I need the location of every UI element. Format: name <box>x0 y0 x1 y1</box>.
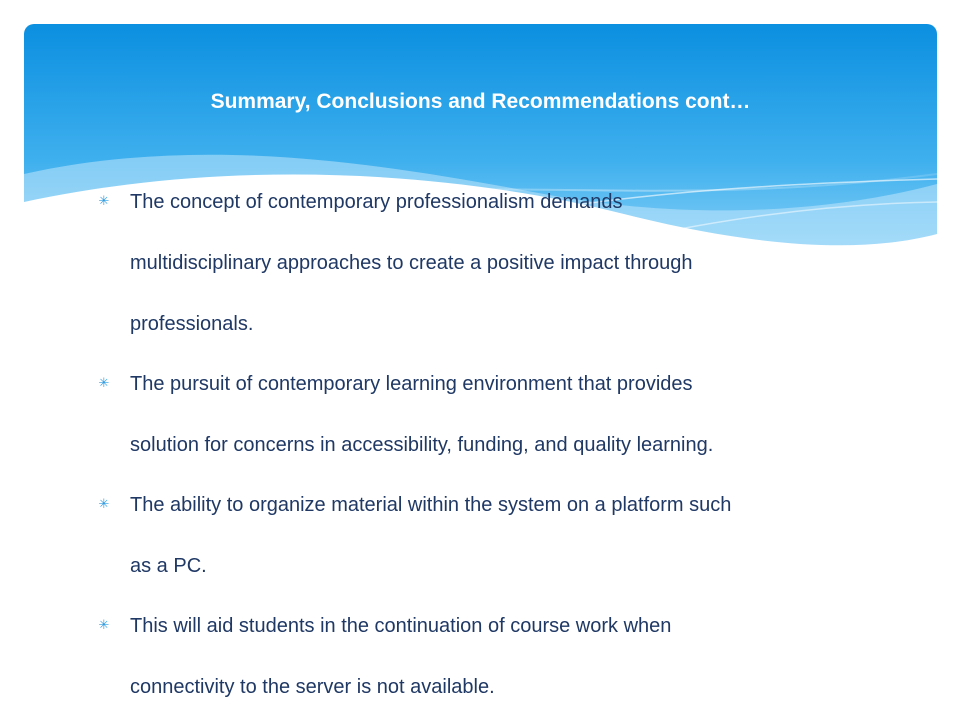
bullet-4-line-1: This will aid students in the continuation of course work when <box>130 615 672 637</box>
bullet-3-line-2: as a PC. <box>130 555 207 577</box>
bullet-1-line-1: The concept of contemporary professionalism demands <box>130 191 623 213</box>
bullet-1-line-2: multidisciplinary approaches to create a positive impact through <box>130 252 693 274</box>
bullet-1-line-3: professionals. <box>130 313 254 335</box>
bullet-icon: ✳ <box>98 194 110 209</box>
bullet-icon: ✳ <box>98 376 110 391</box>
bullet-4-line-2: connectivity to the server is not available. <box>130 676 495 698</box>
bullet-2-line-1: The pursuit of contemporary learning environment that provides <box>130 373 693 395</box>
bullet-3-line-1: The ability to organize material within the system on a platform such <box>130 494 732 516</box>
bullet-icon: ✳ <box>98 618 110 633</box>
bullet-icon: ✳ <box>98 497 110 512</box>
slide-title: Summary, Conclusions and Recommendations cont… <box>210 90 751 113</box>
bullet-2-line-2: solution for concerns in accessibility, funding, and quality learning. <box>130 434 714 456</box>
